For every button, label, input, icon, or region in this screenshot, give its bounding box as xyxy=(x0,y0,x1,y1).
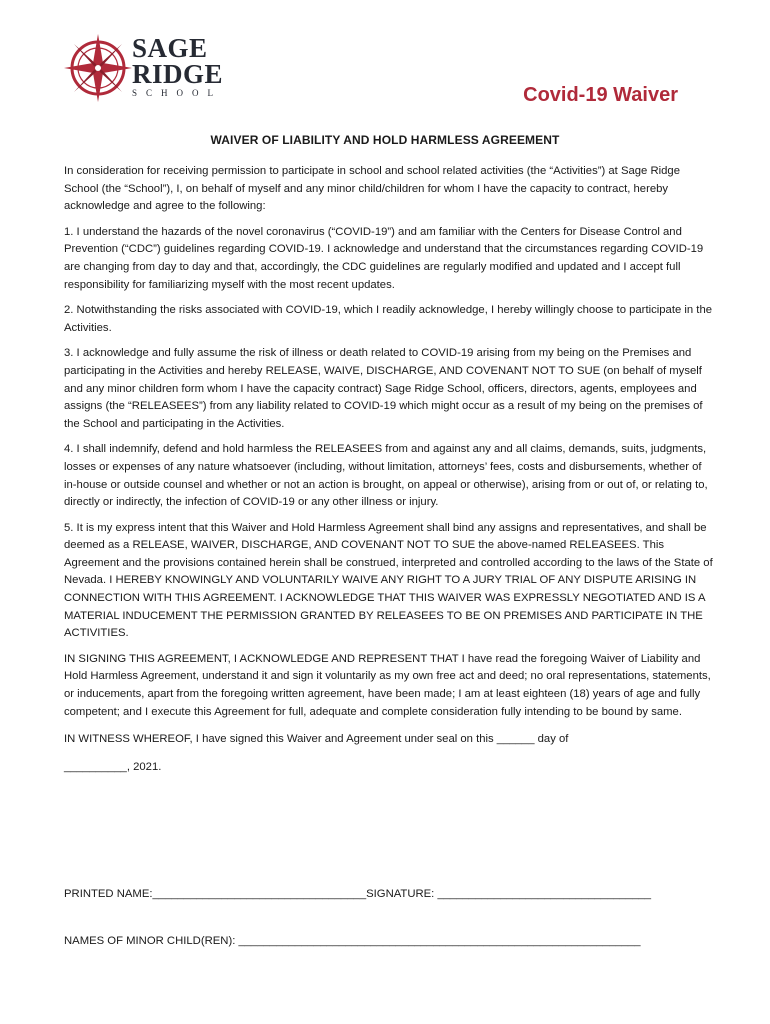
compass-rose-icon xyxy=(62,32,134,104)
clause-5: 5. It is my express intent that this Waiver and Hold Harmless Agreement shall bind any assigns and representatives, and shall be deemed as a RELEASE, WAIVER, DISCHARGE, AND COVENANT NOT TO SUE the above-named RELEASEES. This Agreement and the provisions contained herein shall be construed, interpreted and controlled according to the laws of the State of Nevada. I HEREBY KNOWINGLY AND VOLUNTARILY WAIVE ANY RIGHT TO A JURY TRIAL OF ANY DISPUTE ARISING IN CONNECTION WITH THIS AGREEMENT. I ACKNOWLEDGE THAT THIS WAIVER WAS EXPRESSLY NEGOTIATED AND IS A MATERIAL INDUCEMENT THE PERMISSION GRANTED BY RELEASEES TO BE ON PREMISES AND PARTICIPATE IN THE ACTIVITIES. xyxy=(64,521,713,640)
logo-text-school: SCHOOL xyxy=(132,88,223,98)
logo-text-sage: SAGE xyxy=(132,33,208,63)
logo-text-ridge: RIDGE xyxy=(132,59,224,89)
intro-paragraph: In consideration for receiving permission to participate in school and school related activities (the “Activities”) at Sage Ridge School (the “School”), I, on behalf of myself and any minor child/children for whom I have the capacity to contract, hereby acknowledge and agree to the following: xyxy=(64,165,680,213)
clause-1: 1. I understand the hazards of the novel coronavirus (“COVID-19”) and am familiar with the Centers for Disease Control and Prevention (“CDC”) guidelines regarding COVID-19. I acknowledge and understand that the circumstances regarding COVID-19 are changing from day to day and that, accordingly, the CDC guidelines are regularly modified and updated and I accept full responsibility for familiarizing myself with the most recent updates. xyxy=(64,225,704,291)
school-logo xyxy=(62,30,232,108)
clause-3: 3. I acknowledge and fully assume the risk of illness or death related to COVID-19 arising from my being on the Premises and participating in the Activities and hereby RELEASE, WAIVE, DISCHARGE, AND COVENANT NOT TO SUE (on behalf of myself and any minor children form whom I have the capacity contract) Sage Ridge School, officers, directors, agents, employees and assigns (the “RELEASEES”) from any liability related to COVID-19 which might occur as a result of my being on the premises of the School and participating in the Activities. xyxy=(64,347,703,430)
printed-name-signature-field[interactable]: PRINTED NAME:__________________________________SIGNATURE: __________________________________ xyxy=(64,888,652,900)
agreement-body xyxy=(64,163,716,784)
clause-4: 4. I shall indemnify, defend and hold harmless the RELEASEES from and against any and all claims, demands, suits, judgments, losses or expenses of any nature whatsoever (including, without limitation, attorneys’ fees, costs and disbursements, whether of in-house or outside counsel and whether or not an action is brought, on appeal or otherwise), arising from or out of, or relating to, directly or indirectly, the infection of COVID-19 or any other illness or injury. xyxy=(64,443,708,509)
minor-children-names-field[interactable]: NAMES OF MINOR CHILD(REN): ________________________________________________________________ xyxy=(64,935,641,947)
witness-line[interactable]: IN WITNESS WHEREOF, I have signed this Waiver and Agreement under seal on this ______ day of xyxy=(64,733,569,746)
document-title: Covid-19 Waiver xyxy=(523,84,678,106)
date-line[interactable]: __________, 2021. xyxy=(64,760,162,773)
signing-acknowledgement: IN SIGNING THIS AGREEMENT, I ACKNOWLEDGE AND REPRESENT THAT I have read the foregoing Waiver of Liability and Hold Harmless Agreement, understand it and sign it voluntarily as my own free act and deed; no oral representations, statements, or inducements, apart from the foregoing written agreement, have been made; I am at least eighteen (18) years of age and fully competent; and I execute this Agreement for full, adequate and complete consideration fully intending to be bound by same. xyxy=(64,652,711,718)
clause-2: 2. Notwithstanding the risks associated with COVID-19, which I readily acknowledge, I hereby willingly choose to participate in the Activities. xyxy=(64,304,713,334)
agreement-heading: WAIVER OF LIABILITY AND HOLD HARMLESS AGREEMENT xyxy=(210,133,560,147)
